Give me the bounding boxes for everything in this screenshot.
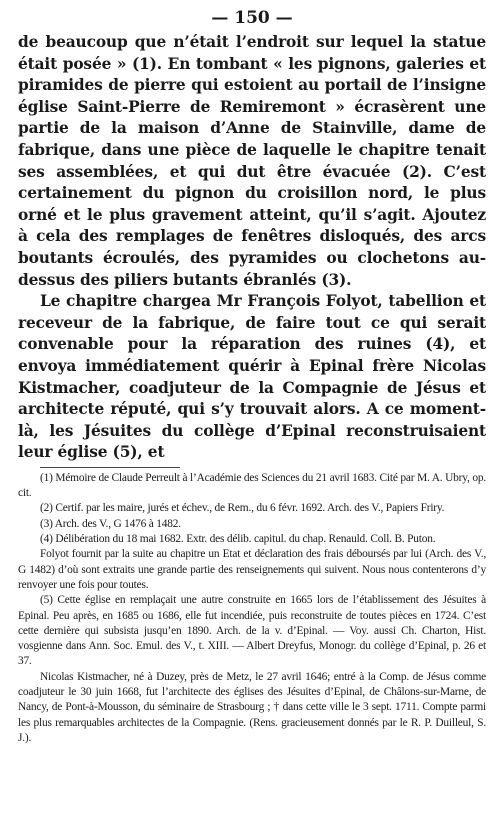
main-text — [18, 32, 486, 464]
footnote: (1) Mémoire de Claude Perreult à l’Académie des Sciences du 21 avril 1683. Cité par M. A. Ubry, op. cit. — [18, 471, 486, 500]
paragraph: de beaucoup que n’était l’endroit sur lequel la statue était posée » (1). En tombant « les pignons, galeries et piramides de pierre qui estoient au portail de l’insigne église Saint-Pierre de Remiremont » écrasèrent une partie de la maison d’Anne de Stainville, dame de fabrique, dans une pièce de laquelle le chapitre tenait ses assemblées, et qui dut être évacuée (2). C’est certainement du pignon du croisillon nord, le plus orné et le plus gravement atteint, qu’il s’agit. Ajoutez à cela des remplages de fenêtres disloqués, des arcs boutants écroulés, des pyramides ou clochetons au-dessus des piliers butants ébranlés (3). — [18, 33, 486, 289]
footnote: Nicolas Kistmacher, né à Duzey, près de Metz, le 27 avril 1646; entré à la Comp. de Jésus comme coadjuteur le 30 juin 1668, fut l’architecte des églises des Jésuites d’Epinal, de Châlons-sur-Marne, de Nancy, de Pont-à-Mousson, du séminaire de Strasbourg ; † dans cette ville le 3 sept. 1711. Compte parmi les plus remarquables architectes de la Compagnie. (Rens. gracieusement donnés par le R. P. Duilleul, S. J.). — [18, 670, 486, 744]
footnote: (2) Certif. par les maire, jurés et échev., de Rem., du 6 févr. 1692. Arch. des V., Papiers Friry. — [40, 502, 445, 515]
footnote: (3) Arch. des V., G 1476 à 1482. — [40, 517, 181, 530]
footnote: Folyot fournit par la suite au chapitre un Etat et déclaration des frais déboursés par lui (Arch. des V., G 1482) d’où sont extraits une grande partie des renseignements qui suivent. Nous nous contenterons d’y renvoyer une fois pour toutes. — [18, 548, 486, 591]
paragraph: Le chapitre chargea Mr François Folyot, tabellion et receveur de la fabrique, de faire tout ce qui serait convenable pour la réparation des ruines (4), et envoya immédiatement quérir à Epinal frère Nicolas Kistmacher, coadjuteur de la Compagnie de Jésus et architecte réputé, qui s’y trouvait alors. A ce moment-là, les Jésuites du collège d’Epinal reconstruisaient leur église (5), et — [18, 292, 486, 462]
footnote-separator — [40, 467, 180, 468]
footnotes — [18, 471, 486, 746]
footnote: (5) Cette église en remplaçait une autre construite en 1665 lors de l’établissement des Jésuites à Epinal. Peu après, en 1685 ou 1686, elle fut incendiée, puis reconstruite de toutes pièces en 1724. C’est cette dernière qui subsista jusqu’en 1890. Arch. de la v. d’Epinal. — Voy. aussi Ch. Charton, Hist. vosgienne dans Ann. Soc. Emul. des V., t. XIII. — Albert Dreyfus, Monogr. du collège d’Epinal, p. 26 et 37. — [18, 594, 486, 668]
page-number: — 150 — — [211, 8, 293, 28]
footnote: (4) Délibération du 18 mai 1682. Extr. des délib. capitul. du chap. Renauld. Coll. B. Puton. — [40, 533, 436, 546]
